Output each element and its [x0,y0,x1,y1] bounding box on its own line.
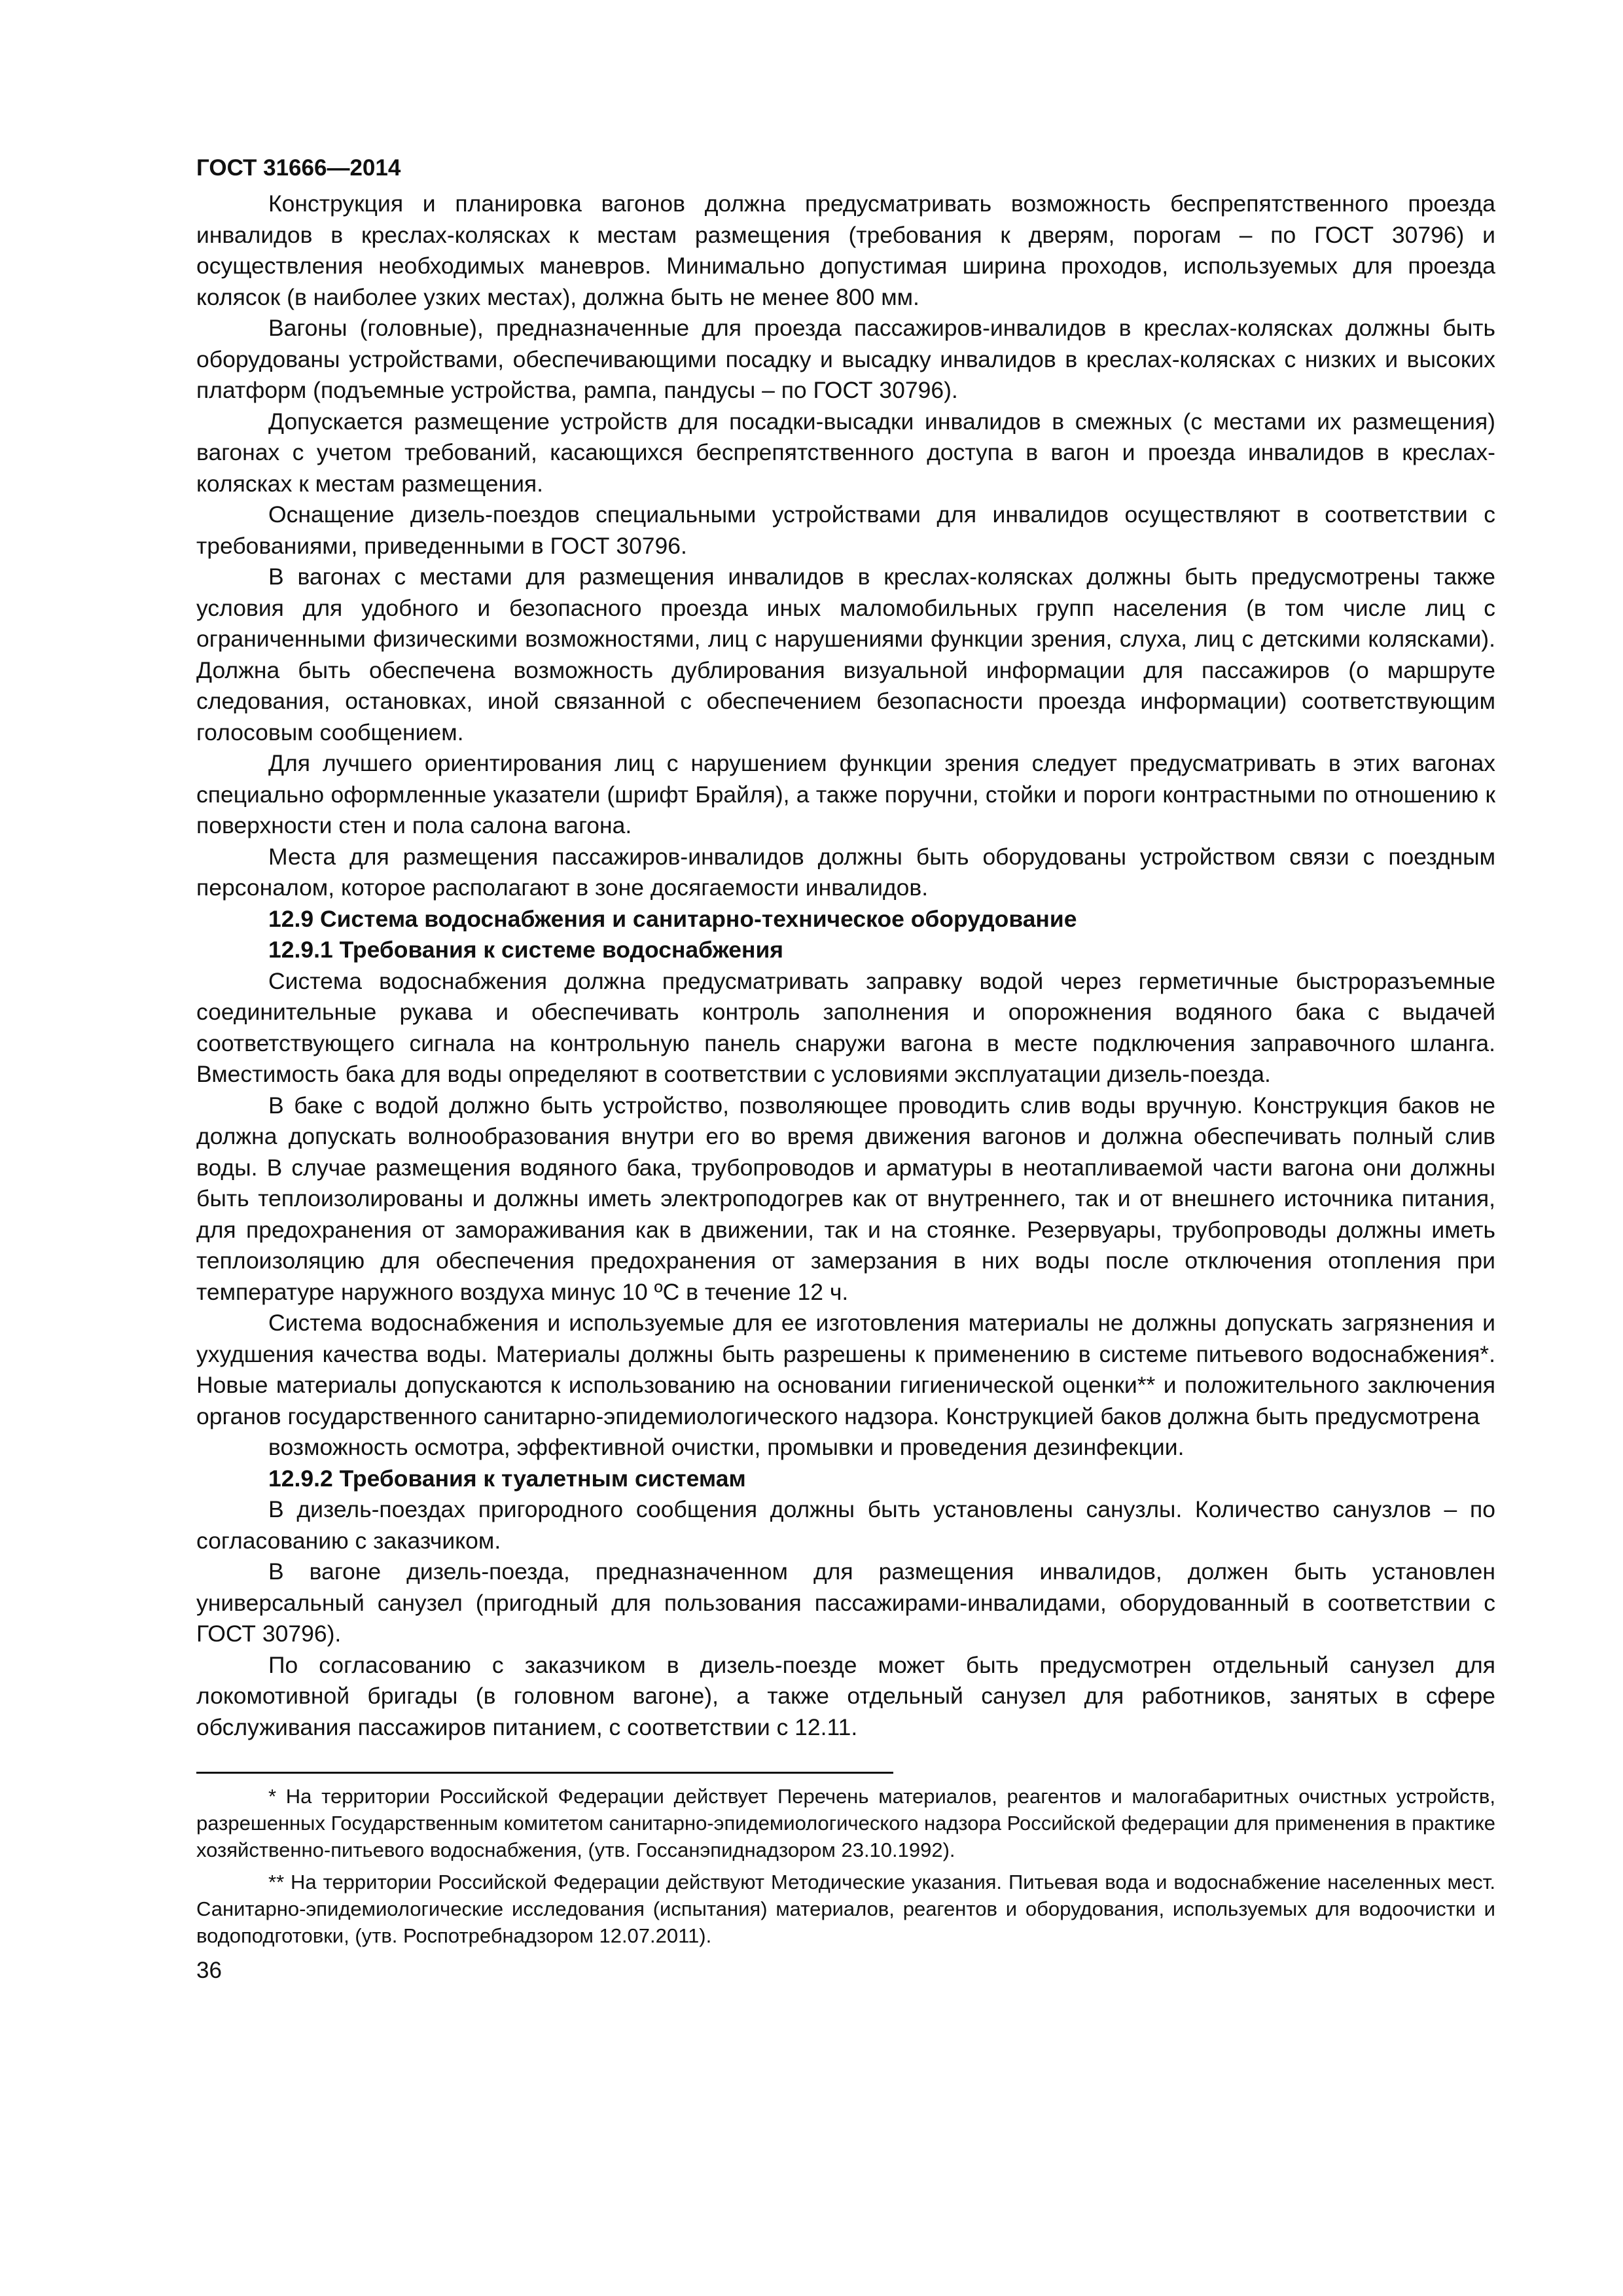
paragraph-water-refill: Система водоснабжения должна предусматривать заправку водой через герметичные быстроразъемные соединительные рукава и обеспечивать контроль заполнения и опорожнения водяного бака с выдачей соответствующего сигнала на контрольную панель снаружи вагона в месте подключения заправочного шланга. Вместимость бака для воды определяют в соответствии с условиями эксплуатации дизель-поезда. [196,967,1495,1087]
paragraph-visual-impairment: Для лучшего ориентирования лиц с нарушением функции зрения следует предусматривать в этих вагонах специально оформленные указатели (шрифт Брайля), а также поручни, стойки и пороги контрастными по отношению к поверхности стен и пола салона вагона. [196,750,1495,838]
footnote-2: ** На территории Российской Федерации действуют Методические указания. Питьевая вода и водоснабжение населенных мест. Санитарно-эпидемиологические исследования (испытания) материалов, реагентов и оборудования, используемых для водоочистки и водоподготовки, (утв. Роспотребнадзором 12.07.2011). [196,1871,1495,1947]
paragraph-special-devices: Оснащение дизель-поездов специальными устройствами для инвалидов осуществляют в соответствии с требованиями, приведенными в ГОСТ 30796. [196,501,1495,559]
section-heading-12-9: 12.9 Система водоснабжения и санитарно-техническое оборудование [268,905,1077,932]
paragraph-wheelchair-access: Конструкция и планировка вагонов должна предусматривать возможность беспрепятственного проезда инвалидов в креслах-колясках к местам размещения (требования к дверям, порогам – по ГОСТ 30796) и осуществления необходимых маневров. Минимально допустимая ширина проходов, используемых для проезда колясок (в наиболее узких местах), должна быть не менее 800 мм. [196,190,1495,310]
section-heading-12-9-1: 12.9.1 Требования к системе водоснабжения [268,937,784,963]
page-number: 36 [196,1958,222,1983]
document-header: ГОСТ 31666—2014 [196,155,401,181]
paragraph-materials: Система водоснабжения и используемые для ее изготовления материалы не должны допускать загрязнения и ухудшения качества воды. Материалы должны быть разрешены к применению в системе питьевого водоснабжения*. Новые материалы допускаются к использованию на основании гигиенической оценки** и положительного заключения органов государственного санитарно-эпидемиологического надзора. Конструкцией баков должна быть предусмотрена [196,1310,1495,1429]
paragraph-universal-toilet: В вагоне дизель-поезда, предназначенном для размещения инвалидов, должен быть установлен универсальный санузел (пригодный для пользования пассажирами-инвалидами, оборудованный в соответствии с ГОСТ 30796). [196,1558,1495,1647]
paragraph-water-tank: В баке с водой должно быть устройство, позволяющее проводить слив воды вручную. Конструкция баков не должна допускать волнообразования внутри его во время движения вагонов и должна обеспечивать полный слив воды. В случае размещения водяного бака, трубопроводов и арматуры в неотапливаемой части вагона они должны быть теплоизолированы и должны иметь электроподогрев как от внутреннего, так и от внешнего источника питания, для предохранения от замораживания как в движении, так и на стоянке. Резервуары, трубопроводы должны иметь теплоизоляцию для обеспечения предохранения от замерзания в них воды после отключения отопления при температуре наружного воздуха минус 10 ºС в течение 12 ч. [196,1092,1495,1305]
footnote-divider [196,1772,893,1774]
body-text [196,188,1495,1743]
paragraph-adjacent-cars: Допускается размещение устройств для посадки-высадки инвалидов в смежных (с местами их размещения) вагонах с учетом требований, касающихся беспрепятственного доступа в вагон и проезда инвалидов в креслах-колясках к местам размещения. [196,408,1495,497]
paragraph-head-cars-lifts: Вагоны (головные), предназначенные для проезда пассажиров-инвалидов в креслах-колясках должны быть оборудованы устройствами, обеспечивающими посадку и высадку инвалидов в креслах-колясках с низких и высоких платформ (подъемные устройства, рампа, пандусы – по ГОСТ 30796). [196,315,1495,403]
paragraph-toilets-count: В дизель-поездах пригородного сообщения должны быть установлены санузлы. Количество санузлов – по согласованию с заказчиком. [196,1496,1495,1554]
paragraph-low-mobility-groups: В вагонах с местами для размещения инвалидов в креслах-колясках должны быть предусмотрены также условия для удобного и безопасного проезда иных маломобильных групп населения (в том числе лиц с ограниченными физическими возможностями, лиц с нарушениями функции зрения, слуха, лиц с детскими колясками). Должна быть обеспечена возможность дублирования визуальной информации для пассажиров (о маршруте следования, остановках, иной связанной с обеспечением безопасности проезда информации) соответствующим голосовым сообщением. [196,564,1495,745]
document-page [196,152,1495,1987]
footnotes [196,1783,1495,1949]
paragraph-materials-continued: возможность осмотра, эффективной очистки, промывки и проведения дезинфекции. [268,1434,1185,1460]
footnote-1: * На территории Российской Федерации действует Перечень материалов, реагентов и малогабаритных очистных устройств, разрешенных Государственным комитетом санитарно-эпидемиологического надзора Российской федерации для применения в практике хозяйственно-питьевого водоснабжения, (утв. Госсанэпиднадзором 23.10.1992). [196,1785,1495,1861]
paragraph-crew-toilet: По согласованию с заказчиком в дизель-поезде может быть предусмотрен отдельный санузел для локомотивной бригады (в головном вагоне), а также отдельный санузел для работников, занятых в сфере обслуживания пассажиров питанием, с соответствии с 12.11. [196,1651,1495,1740]
paragraph-communication-device: Места для размещения пассажиров-инвалидов должны быть оборудованы устройством связи с поездным персоналом, которое располагают в зоне досягаемости инвалидов. [196,843,1495,901]
section-heading-12-9-2: 12.9.2 Требования к туалетным системам [268,1465,746,1492]
